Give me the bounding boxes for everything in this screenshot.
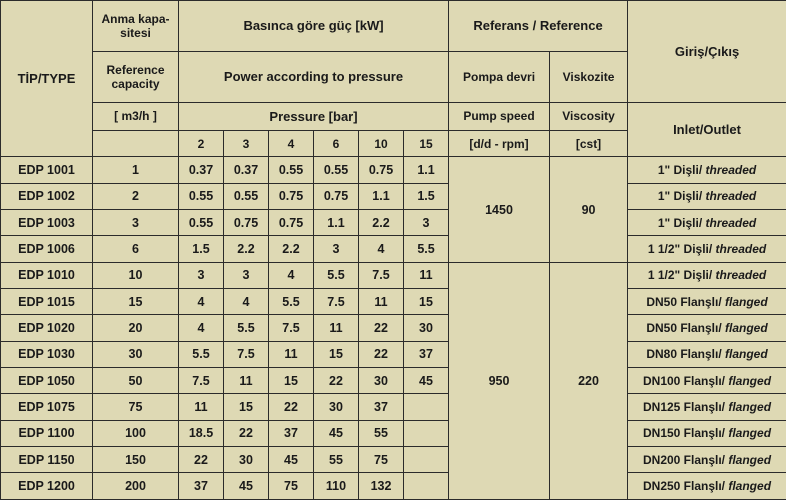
row-capacity: 15 xyxy=(93,289,179,315)
io-italic: threaded xyxy=(712,268,767,283)
row-inlet-outlet xyxy=(628,262,786,288)
row-power-10: 132 xyxy=(359,473,404,500)
row-power-2: 22 xyxy=(179,447,224,473)
header-reference: Referans / Reference xyxy=(449,1,628,52)
row-power-3: 2.2 xyxy=(224,236,269,262)
header-pressure-label: Pressure [bar] xyxy=(179,102,449,130)
row-power-3: 4 xyxy=(224,289,269,315)
row-power-3: 11 xyxy=(224,368,269,394)
row-power-15: 45 xyxy=(404,368,449,394)
row-inlet-outlet xyxy=(628,289,786,315)
row-power-4: 11 xyxy=(269,341,314,367)
io-bold: 1" Dişli/ xyxy=(657,189,703,204)
row-power-4: 37 xyxy=(269,420,314,446)
header-pressure-2: 2 xyxy=(179,131,224,157)
row-power-4: 45 xyxy=(269,447,314,473)
io-bold: DN50 Flanşlı/ xyxy=(646,294,722,309)
header-row-1 xyxy=(1,1,786,52)
header-pump-speed-en: Pump speed xyxy=(449,102,550,130)
row-power-10: 4 xyxy=(359,236,404,262)
row-type: EDP 1020 xyxy=(1,315,93,341)
row-power-15: 1.1 xyxy=(404,157,449,183)
row-inlet-outlet xyxy=(628,315,786,341)
io-bold: DN50 Flanşlı/ xyxy=(646,321,722,336)
header-pump-speed-unit: [d/d - rpm] xyxy=(449,131,550,157)
row-power-2: 4 xyxy=(179,289,224,315)
row-type: EDP 1200 xyxy=(1,473,93,500)
row-type: EDP 1100 xyxy=(1,420,93,446)
row-inlet-outlet xyxy=(628,236,786,262)
table-row xyxy=(1,447,786,473)
io-bold: 1 1/2" Dişli/ xyxy=(647,268,713,283)
row-power-10: 1.1 xyxy=(359,183,404,209)
header-inlet-outlet-en: Inlet/Outlet xyxy=(628,102,786,156)
row-power-10: 22 xyxy=(359,341,404,367)
io-italic: threaded xyxy=(702,189,757,204)
row-capacity: 100 xyxy=(93,420,179,446)
row-capacity: 1 xyxy=(93,157,179,183)
row-inlet-outlet xyxy=(628,420,786,446)
io-italic: flanged xyxy=(725,373,772,388)
row-power-15 xyxy=(404,394,449,420)
row-power-3: 22 xyxy=(224,420,269,446)
header-power-en: Power according to pressure xyxy=(179,51,449,102)
header-capacity-spacer xyxy=(93,131,179,157)
row-power-10: 11 xyxy=(359,289,404,315)
row-power-6: 3 xyxy=(314,236,359,262)
io-italic: threaded xyxy=(702,163,757,178)
row-capacity: 10 xyxy=(93,262,179,288)
row-type: EDP 1050 xyxy=(1,368,93,394)
row-power-15: 3 xyxy=(404,210,449,236)
row-power-4: 2.2 xyxy=(269,236,314,262)
row-inlet-outlet xyxy=(628,473,786,500)
header-capacity-tr: Anma kapa-sitesi xyxy=(93,1,179,52)
row-power-4: 7.5 xyxy=(269,315,314,341)
row-power-3: 5.5 xyxy=(224,315,269,341)
header-pressure-10: 10 xyxy=(359,131,404,157)
row-capacity: 3 xyxy=(93,210,179,236)
io-italic: flanged xyxy=(725,426,772,441)
row-power-4: 0.55 xyxy=(269,157,314,183)
row-power-10: 30 xyxy=(359,368,404,394)
row-power-6: 0.75 xyxy=(314,183,359,209)
header-pump-speed-tr: Pompa devri xyxy=(449,51,550,102)
row-power-15: 37 xyxy=(404,341,449,367)
io-italic: flanged xyxy=(725,400,772,415)
row-power-3: 0.75 xyxy=(224,210,269,236)
row-power-2: 0.55 xyxy=(179,183,224,209)
row-type: EDP 1150 xyxy=(1,447,93,473)
group-viscosity: 220 xyxy=(550,262,628,499)
row-inlet-outlet xyxy=(628,447,786,473)
row-power-10: 7.5 xyxy=(359,262,404,288)
io-bold: DN80 Flanşlı/ xyxy=(646,347,722,362)
row-power-6: 22 xyxy=(314,368,359,394)
table-row xyxy=(1,368,786,394)
header-viscosity-unit: [cst] xyxy=(550,131,628,157)
io-bold: DN100 Flanşlı/ xyxy=(642,373,726,388)
row-capacity: 75 xyxy=(93,394,179,420)
row-power-3: 45 xyxy=(224,473,269,500)
io-italic: flanged xyxy=(721,321,768,336)
row-capacity: 50 xyxy=(93,368,179,394)
row-inlet-outlet xyxy=(628,341,786,367)
row-power-4: 22 xyxy=(269,394,314,420)
row-power-2: 0.37 xyxy=(179,157,224,183)
row-power-3: 15 xyxy=(224,394,269,420)
row-power-6: 30 xyxy=(314,394,359,420)
row-inlet-outlet xyxy=(628,183,786,209)
row-power-15: 1.5 xyxy=(404,183,449,209)
row-power-10: 22 xyxy=(359,315,404,341)
header-power-tr: Basınca göre güç [kW] xyxy=(179,1,449,52)
table-row xyxy=(1,210,786,236)
header-viscosity-tr: Viskozite xyxy=(550,51,628,102)
io-bold: DN250 Flanşlı/ xyxy=(642,479,726,494)
row-type: EDP 1006 xyxy=(1,236,93,262)
row-power-15 xyxy=(404,420,449,446)
row-power-3: 0.37 xyxy=(224,157,269,183)
group-pump-speed: 1450 xyxy=(449,157,550,262)
table-row xyxy=(1,236,786,262)
header-pressure-4: 4 xyxy=(269,131,314,157)
row-power-2: 0.55 xyxy=(179,210,224,236)
row-power-6: 110 xyxy=(314,473,359,500)
header-inlet-outlet-tr: Giriş/Çıkış xyxy=(628,1,786,103)
row-power-6: 15 xyxy=(314,341,359,367)
io-bold: DN150 Flanşlı/ xyxy=(642,426,726,441)
row-inlet-outlet xyxy=(628,210,786,236)
row-power-2: 4 xyxy=(179,315,224,341)
row-capacity: 2 xyxy=(93,183,179,209)
row-power-3: 3 xyxy=(224,262,269,288)
row-type: EDP 1002 xyxy=(1,183,93,209)
row-power-2: 11 xyxy=(179,394,224,420)
row-power-3: 30 xyxy=(224,447,269,473)
io-bold: DN200 Flanşlı/ xyxy=(642,452,726,467)
row-power-4: 0.75 xyxy=(269,210,314,236)
io-italic: flanged xyxy=(725,452,772,467)
table-row xyxy=(1,262,786,288)
table-row xyxy=(1,315,786,341)
row-type: EDP 1030 xyxy=(1,341,93,367)
row-inlet-outlet xyxy=(628,394,786,420)
row-power-10: 2.2 xyxy=(359,210,404,236)
row-power-4: 5.5 xyxy=(269,289,314,315)
table-row xyxy=(1,394,786,420)
table-row xyxy=(1,157,786,183)
row-power-15: 11 xyxy=(404,262,449,288)
header-capacity-unit: [ m3/h ] xyxy=(93,102,179,130)
row-power-6: 11 xyxy=(314,315,359,341)
row-power-15 xyxy=(404,447,449,473)
group-pump-speed: 950 xyxy=(449,262,550,499)
row-type: EDP 1001 xyxy=(1,157,93,183)
row-power-3: 0.55 xyxy=(224,183,269,209)
row-type: EDP 1010 xyxy=(1,262,93,288)
row-power-6: 1.1 xyxy=(314,210,359,236)
row-power-6: 7.5 xyxy=(314,289,359,315)
row-power-15 xyxy=(404,473,449,500)
row-capacity: 30 xyxy=(93,341,179,367)
row-type: EDP 1003 xyxy=(1,210,93,236)
table-row xyxy=(1,420,786,446)
row-inlet-outlet xyxy=(628,368,786,394)
row-power-2: 1.5 xyxy=(179,236,224,262)
row-power-10: 37 xyxy=(359,394,404,420)
row-power-2: 37 xyxy=(179,473,224,500)
row-power-2: 18.5 xyxy=(179,420,224,446)
io-bold: 1" Dişli/ xyxy=(657,215,703,230)
row-capacity: 6 xyxy=(93,236,179,262)
header-capacity-en: Reference capacity xyxy=(93,51,179,102)
row-power-10: 55 xyxy=(359,420,404,446)
header-pressure-6: 6 xyxy=(314,131,359,157)
header-row-3 xyxy=(1,102,786,130)
table-row xyxy=(1,473,786,500)
io-italic: flanged xyxy=(725,479,772,494)
row-power-4: 0.75 xyxy=(269,183,314,209)
row-type: EDP 1015 xyxy=(1,289,93,315)
row-capacity: 200 xyxy=(93,473,179,500)
header-type: TİP/TYPE xyxy=(1,1,93,157)
io-bold: DN125 Flanşlı/ xyxy=(642,400,726,415)
row-inlet-outlet xyxy=(628,157,786,183)
group-viscosity: 90 xyxy=(550,157,628,262)
table-row xyxy=(1,289,786,315)
io-italic: flanged xyxy=(721,347,768,362)
row-power-15: 15 xyxy=(404,289,449,315)
header-viscosity-en: Viscosity xyxy=(550,102,628,130)
header-pressure-15: 15 xyxy=(404,131,449,157)
row-power-6: 45 xyxy=(314,420,359,446)
row-capacity: 150 xyxy=(93,447,179,473)
io-bold: 1 1/2" Dişli/ xyxy=(647,242,713,257)
row-power-10: 0.75 xyxy=(359,157,404,183)
row-power-4: 75 xyxy=(269,473,314,500)
io-bold: 1" Dişli/ xyxy=(657,163,703,178)
row-power-4: 4 xyxy=(269,262,314,288)
row-power-15: 30 xyxy=(404,315,449,341)
row-power-6: 0.55 xyxy=(314,157,359,183)
row-power-3: 7.5 xyxy=(224,341,269,367)
row-power-2: 7.5 xyxy=(179,368,224,394)
io-italic: threaded xyxy=(712,242,767,257)
row-power-4: 15 xyxy=(269,368,314,394)
io-italic: flanged xyxy=(721,294,768,309)
row-power-6: 5.5 xyxy=(314,262,359,288)
row-power-2: 3 xyxy=(179,262,224,288)
row-power-2: 5.5 xyxy=(179,341,224,367)
row-power-6: 55 xyxy=(314,447,359,473)
row-capacity: 20 xyxy=(93,315,179,341)
table-row xyxy=(1,341,786,367)
header-pressure-3: 3 xyxy=(224,131,269,157)
row-power-15: 5.5 xyxy=(404,236,449,262)
table-row xyxy=(1,183,786,209)
io-italic: threaded xyxy=(702,215,757,230)
row-type: EDP 1075 xyxy=(1,394,93,420)
row-power-10: 75 xyxy=(359,447,404,473)
